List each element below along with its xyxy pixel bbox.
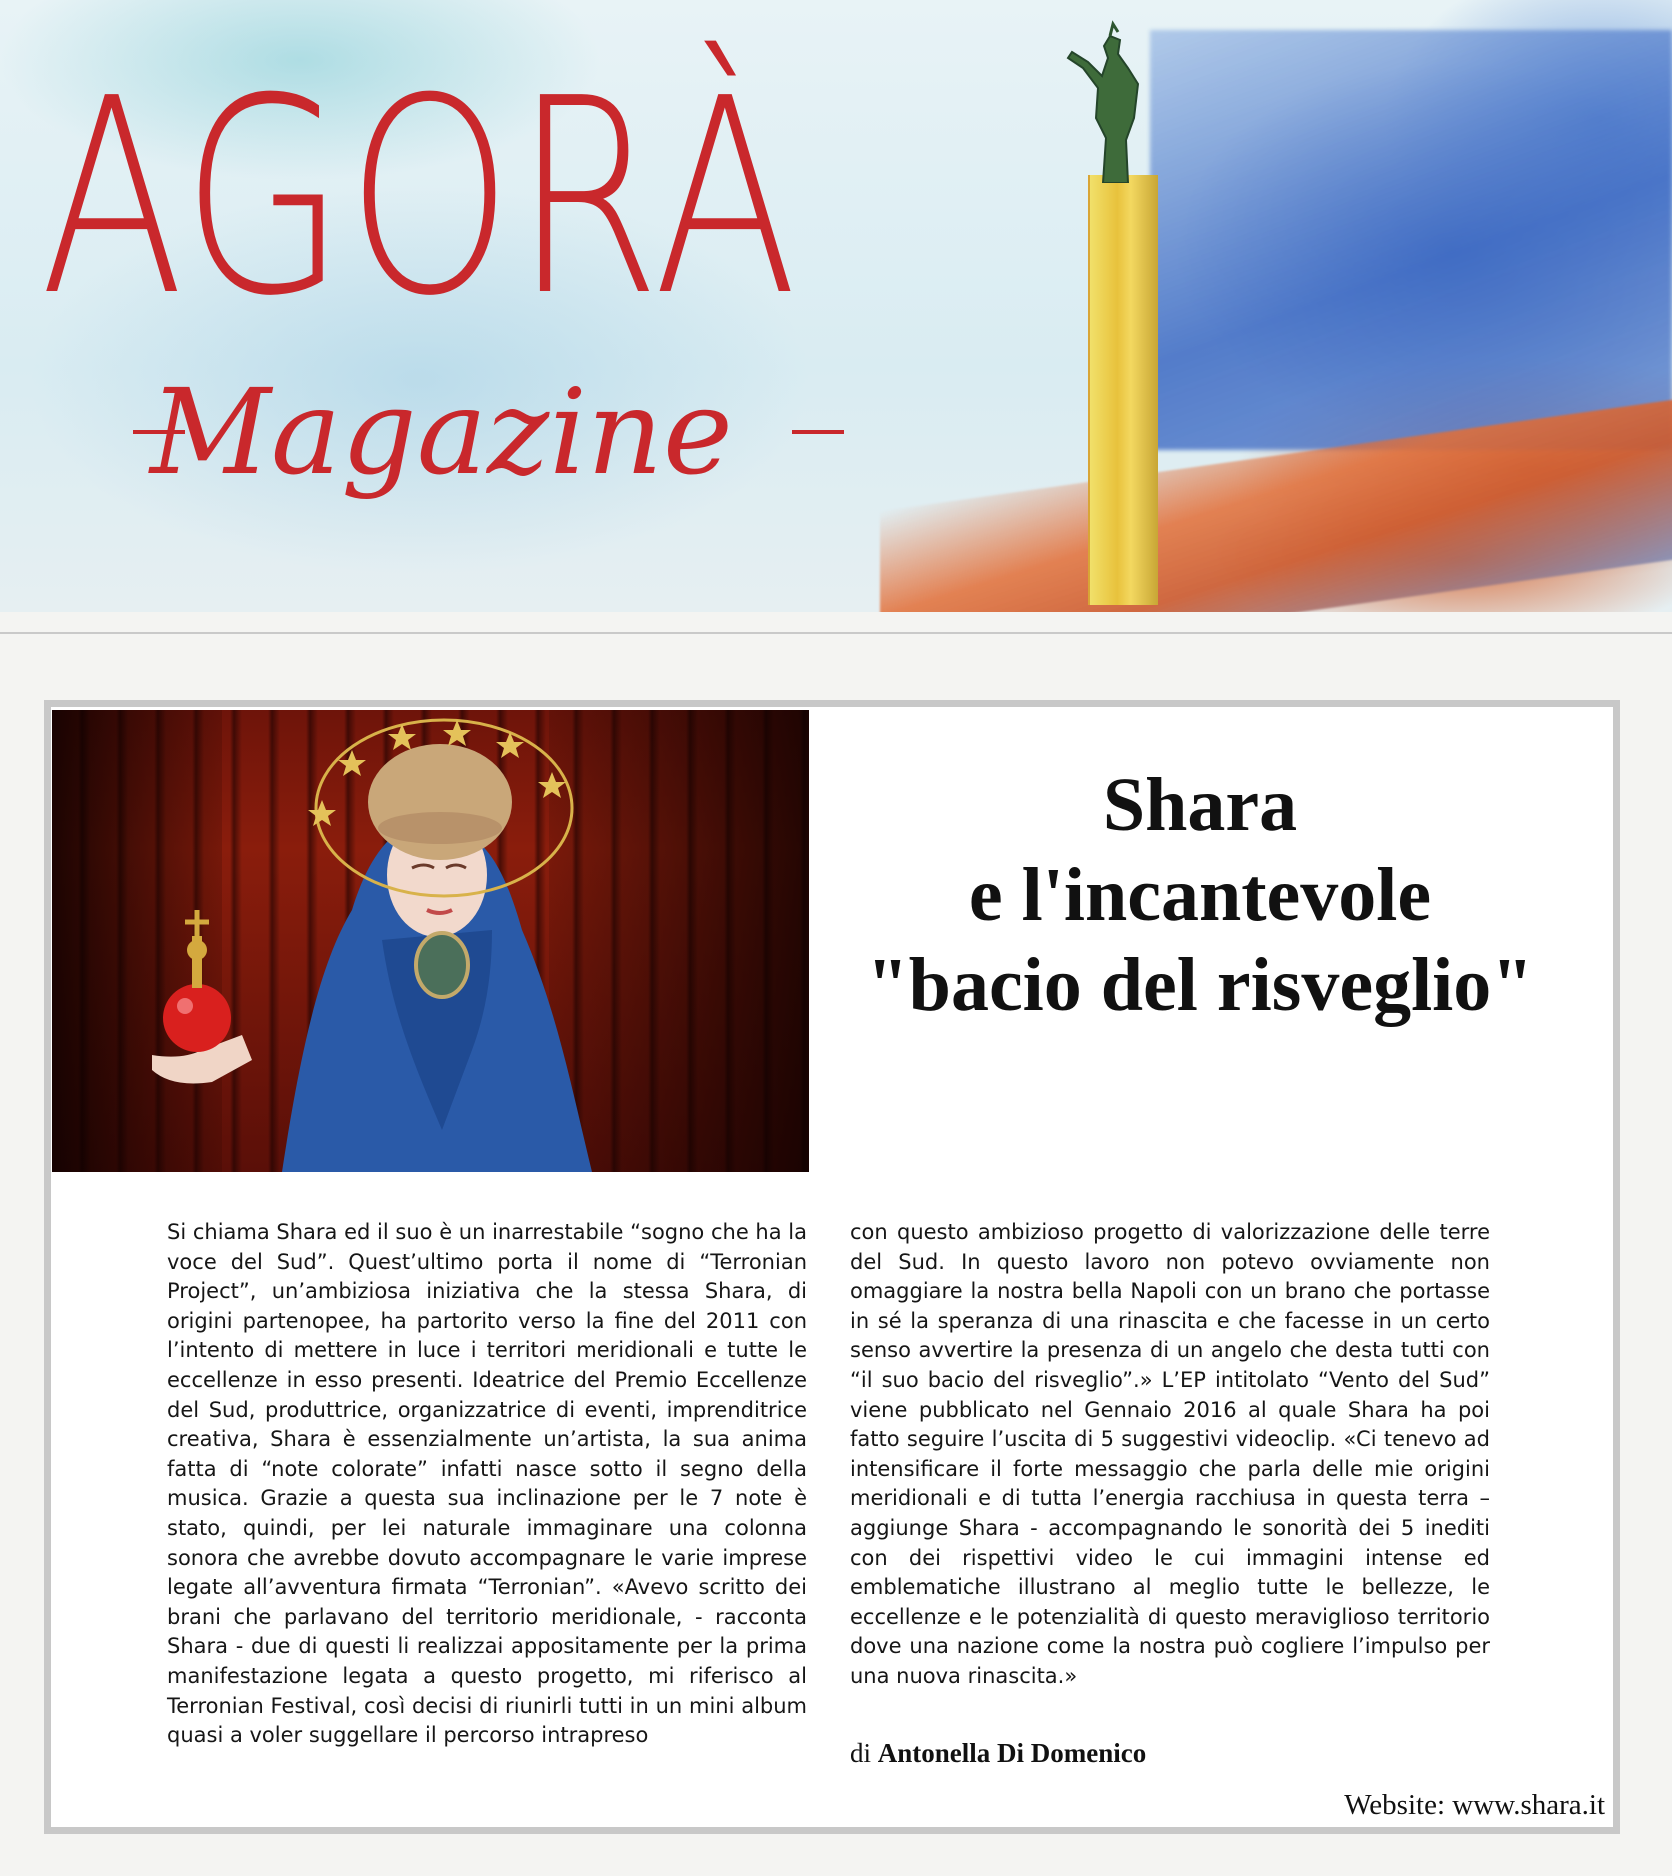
title-line-3: "bacio del risveglio" — [866, 943, 1534, 1027]
article-photo — [52, 710, 809, 1172]
byline-prefix: di — [850, 1738, 872, 1768]
article-column-2: con questo ambizioso progetto di valorizzazione delle terre del Sud. In questo lavoro non potevo ovviamente non omaggiare la nostra bella Napoli con un brano che portasse in sé la speranza di una rinascita e che facesse in un certo senso avvertire la presenza di un angelo che desta tutti con “il suo bacio del risveglio”.» L’EP intitolato “Vento del Sud” viene pubblicato nel Gennaio 2016 al quale Shara ha poi fatto seguire l’uscita di 5 suggestivi videoclip. «Ci tenevo ad intensificare il forte messaggio che parla delle mie origini meridionali e di tutta l’energia racchiusa in questa terra – aggiunge Shara - accompagnando le sonorità dei 5 inediti con dei rispettivi video le cui immagini intense ed emblematiche illustrano al meglio tutte le bellezze, le eccellenze e le potenzialità di questo meraviglioso territorio dove una nazione come la nostra può cogliere l’impulso per una nuova rinascita.» — [850, 1220, 1490, 1688]
singer-portrait-illustration — [52, 710, 809, 1172]
header-column-painting — [1088, 175, 1158, 605]
article-byline — [850, 1737, 1250, 1769]
magazine-header — [0, 0, 1672, 612]
byline-author: Antonella Di Domenico — [877, 1738, 1147, 1768]
title-line-1: Shara — [1102, 763, 1298, 847]
title-line-2: e l'incantevole — [968, 853, 1432, 937]
header-sky-painting — [1150, 30, 1672, 450]
header-divider — [0, 632, 1672, 634]
logo-subtitle: Magazine — [150, 363, 733, 501]
website-link[interactable]: Website: www.shara.it — [1344, 1789, 1605, 1821]
article-title — [830, 760, 1570, 1030]
statue-illustration — [1058, 18, 1168, 183]
logo-dash-right — [792, 430, 844, 434]
article-column-1: Si chiama Shara ed il suo è un inarrestabile “sogno che ha la voce del Sud”. Quest’ultimo porta il nome di “Terronian Project”, un’ambiziosa iniziativa che la stessa Shara, di origini partenopee, ha partorito verso la fine del 2011 con l’intento di mettere in luce i territori meridionali e tutte le eccellenze in esso presenti. Ideatrice del Premio Eccellenze del Sud, produttrice, organizzatrice di eventi, imprenditrice creativa, Shara è essenzialmente un’artista, la sua anima fatta di “note colorate” infatti nasce sotto il segno della musica. Grazie a questa sua inclinazione per le 7 note è stato, quindi, per lei naturale immaginare una colonna sonora che avrebbe dovuto accompagnare le varie imprese legate all’avventura firmata “Terronian”. «Avevo scritto dei brani che parlavano del territorio meridionale, - racconta Shara - due di questi li realizzai appositamente per la prima manifestazione legata a questo progetto, mi riferisco al Terronian Festival, così decisi di riunirli tutti in un mini album quasi a voler suggellare il percorso intrapreso — [167, 1220, 807, 1748]
logo-title: AGORÀ — [40, 40, 799, 355]
